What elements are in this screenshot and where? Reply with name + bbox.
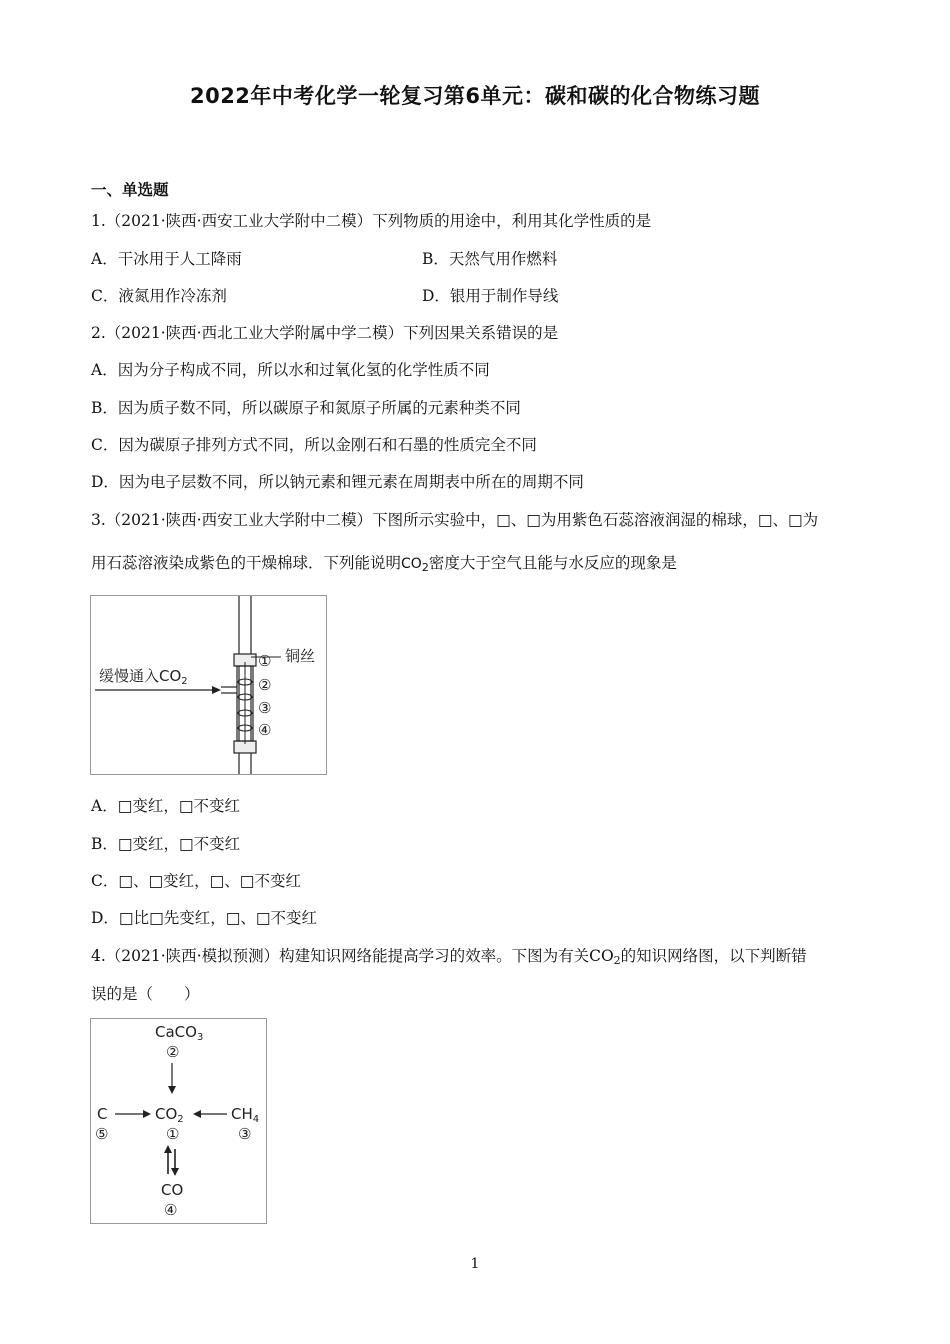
q3-option-b: B．□变红，□不变红 [91, 835, 241, 853]
page-title: 2022年中考化学一轮复习第6单元：碳和碳的化合物练习题 [189, 84, 761, 108]
marker-1: ① [258, 652, 272, 670]
q3-co2-formula [401, 556, 429, 572]
q4-stem-line1 [91, 944, 807, 967]
q2-option-b: B．因为质子数不同，所以碳原子和氮原子所属的元素种类不同 [91, 399, 521, 417]
q1-option-d: D．银用于制作导线 [422, 287, 559, 305]
q3-co2-subscript: 2 [421, 561, 429, 574]
q1-option-b: B．天然气用作燃料 [422, 250, 558, 268]
q4-stem-line2: 误的是（ ） [91, 985, 200, 1003]
q4-co2-subscript: 2 [613, 954, 621, 967]
q3-option-c: C．□、□变红，□、□不变红 [91, 872, 301, 890]
q3-option-d: D．□比□先变红，□、□不变红 [91, 909, 318, 927]
caco3-label: CaCO$_3$ [155, 1023, 204, 1043]
q4-network-figure [90, 1018, 267, 1224]
marker-2: ② [258, 676, 272, 694]
page-number: 1 [470, 1256, 480, 1272]
marker-3: ③ [258, 699, 272, 717]
q4-stem-text-a: 4.（2021·陕西·模拟预测）构建知识网络能提高学习的效率。下图为有关 [91, 947, 590, 965]
co-label: CO [161, 1181, 184, 1199]
q4-network-svg [91, 1019, 266, 1223]
q3-apparatus-svg [91, 596, 326, 774]
q1-option-a: A．干冰用于人工降雨 [91, 250, 242, 268]
node-number-3: ③ [238, 1125, 252, 1143]
q4-co2-text: CO [589, 947, 614, 965]
q3-co2-text: CO [401, 556, 422, 572]
ch4-label: $CH_4$ [231, 1105, 260, 1125]
q1-option-c: C．液氮用作冷冻剂 [91, 287, 227, 305]
q1-stem: 1.（2021·陕西·西安工业大学附中二模）下列物质的用途中，利用其化学性质的是 [91, 212, 652, 230]
node-number-5: ⑤ [95, 1125, 109, 1143]
q2-stem: 2.（2021·陕西·西北工业大学附属中学二模）下列因果关系错误的是 [91, 324, 559, 342]
q3-apparatus-figure [90, 595, 327, 775]
q3-stem-text-a: 用石蕊溶液染成紫色的干燥棉球．下列能说明 [91, 554, 402, 572]
q2-option-c: C．因为碳原子排列方式不同，所以金刚石和石墨的性质完全不同 [91, 436, 537, 454]
inlet-label: 缓慢通入$CO_2$ [99, 667, 188, 687]
q4-co2-formula [589, 947, 621, 965]
node-number-4: ④ [164, 1201, 178, 1219]
q2-option-d: D．因为电子层数不同，所以钠元素和锂元素在周期表中所在的周期不同 [91, 473, 584, 491]
q2-option-a: A．因为分子构成不同，所以水和过氧化氢的化学性质不同 [91, 361, 490, 379]
q3-stem-line2 [91, 551, 677, 574]
q3-stem-line1: 3.（2021·陕西·西安工业大学附中二模）下图所示实验中，□、□为用紫色石蕊溶液润湿的棉球，□、□为 [91, 511, 819, 529]
q3-option-a: A．□变红，□不变红 [91, 797, 240, 815]
node-number-2: ② [166, 1043, 180, 1061]
copper-wire-label: 铜丝 [285, 647, 316, 665]
marker-4: ④ [258, 721, 272, 739]
section-heading: 一、单选题 [91, 181, 169, 199]
node-number-1: ① [166, 1125, 180, 1143]
q3-stem-text-b: 密度大于空气且能与水反应的现象是 [428, 554, 677, 572]
q4-stem-text-b: 的知识网络图，以下判断错 [620, 947, 807, 965]
c-label: C [97, 1105, 108, 1123]
co2-label: $CO_2$ [155, 1105, 184, 1125]
